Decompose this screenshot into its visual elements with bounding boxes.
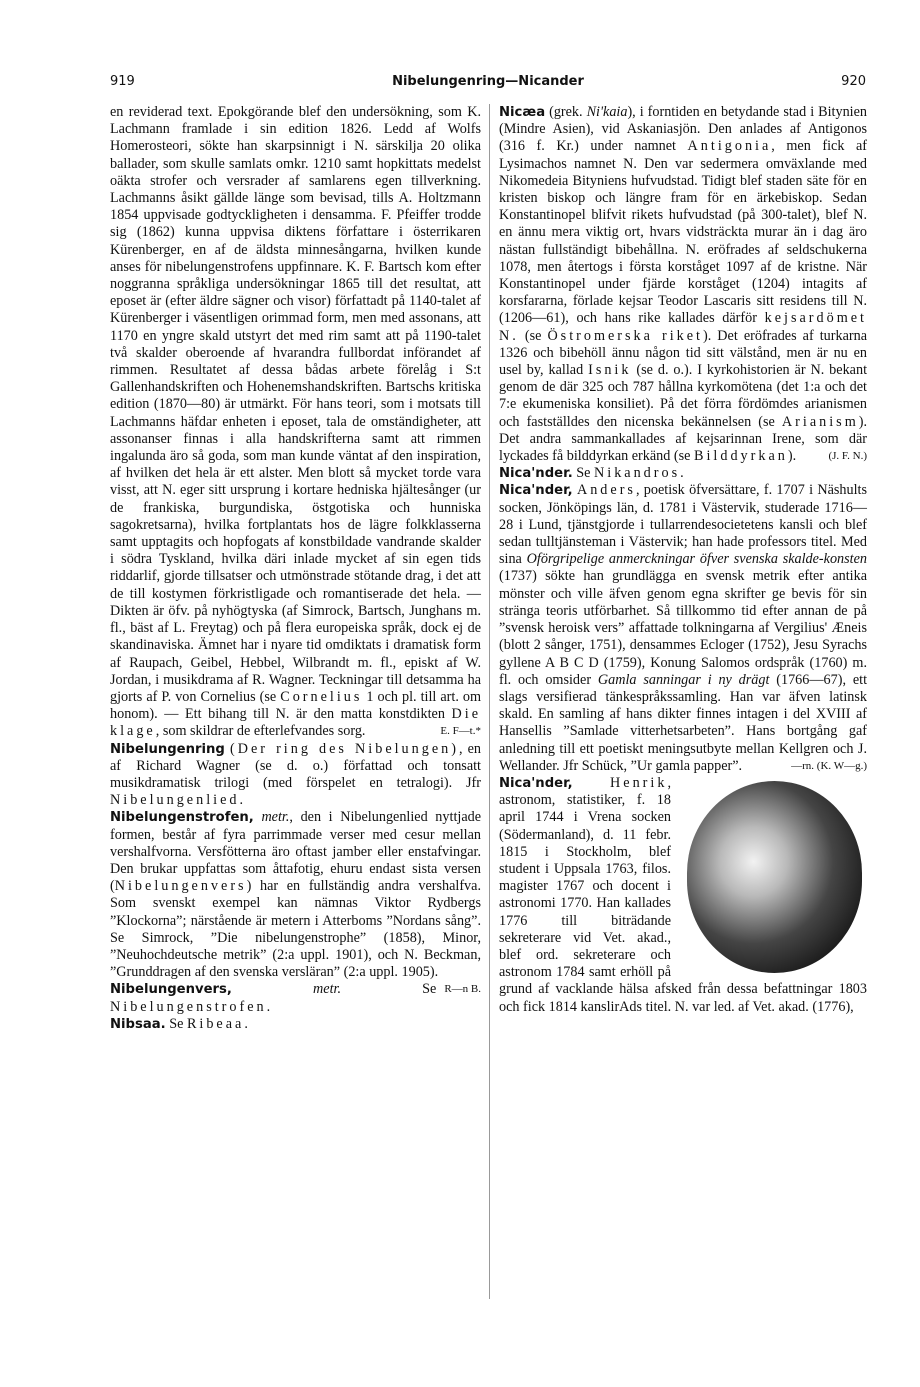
entry-nicander-henrik: Nica'nder, Henrik, astronom, statistiker, f. 18 april 1744 i Vrena socken (Södermanland), d. 11 febr. 1815 i Stockholm, blef student i Uppsala 1763, filos. magister 1767 och docent i astronomi 1770. Han kallades 1776 till biträdande sekreterare vid Vet. akad., blef ord. sekreterare och astronom 1784 samt erhöll på grund af vacklande hälsa afsked från dessa befattningar 1803 och fick 1814 kanslirАds titel. N. var led. af Vet. akad. (1776), (499, 774, 867, 1015)
headword: Nibsaa. (110, 1016, 166, 1032)
cross-ref[interactable]: Nikandros (594, 465, 681, 482)
signature: E. F—t.* (440, 725, 481, 738)
cross-ref[interactable]: Östromerska riket (547, 327, 703, 344)
column-divider (489, 104, 490, 1299)
entry-nicander-anders: Nica'nder, Anders, poetisk öfversättare, f. 1707 i Näshults socken, Jönköpings län, d. 1781 i Västervik, studerade 1716—28 i Lund, tjänstgjorde i tullarrendesocietetens kansli och blef sedan tulltjänsteman i Västervik; han hade professors titel. Med sina Oförgripelige anmerckningar öfver svenska skalde-konsten (1737) sökte han grundlägga en svensk metrik efter antika mönster och ville äfven genom egna skrifter ge bevis för sin stränga teoris utförbarhet. Så tillkommo tid efter annan de på ”svensk heroisk vers” affattade tolkningarna af Vergilius' Æneis (blott 2 sånger, 1751), densammes Ecloger (1752), Jesu Syrachs gyllene A B C D (1759), Konung Salomos ordspråk (1760) m. fl. och omsider Gamla sanningar i ny drägt (1766—67), ett slags versifierad tänkespråkssamling. Han var äfven latinsk skald. En samling af hans dikter finnes intagen i del XVIII af Hansellis ”Samlade vitterhetsarbeten”. Hans bortgång gaf anledning till ett poetiskt meningsutbyte mellan Kellgren och J. Wellander. Jfr Schück, ”Ur gamla papper”. —rn. (K. W—g.) (499, 482, 868, 774)
abbreviation: metr. (261, 809, 290, 826)
spaced-term: Antigonia (687, 138, 772, 155)
cross-ref[interactable]: (Der ring des Nibelungen) (229, 740, 459, 757)
entry-nicander-ref: Nica'nder. Se Nikandros. (499, 465, 684, 482)
signature: —rn. (K. W—g.) (791, 759, 867, 772)
entry-nibelungenring: Nibelungenring (Der ring des Nibelungen), en af Richard Wagner (se d. o.) författad och tonsatt musikdramatisk trilogi (med förspelet en tetralogi). Jfr Nibelungenlied. (110, 740, 481, 809)
signature: R—n B. (444, 983, 481, 996)
headword: Nica'nder, (499, 775, 573, 791)
portrait-figure (679, 781, 867, 977)
right-column (499, 104, 867, 1016)
headword: Nica'nder. (499, 466, 573, 482)
headword: Nicæa (499, 105, 546, 120)
given-name: Henrik (610, 774, 668, 791)
cross-ref[interactable]: Nibelungenlied (110, 792, 240, 809)
headword: Nibelungenstrofen, (110, 810, 254, 826)
headword: Nibelungenring (110, 741, 225, 757)
cross-ref[interactable]: Nibelungenstrofen (110, 998, 267, 1015)
cross-ref[interactable]: Nibelungenvers (114, 878, 247, 895)
cross-ref[interactable]: Die klage (110, 706, 482, 740)
signature: (J. F. N.) (828, 450, 867, 463)
spaced-term: kejsardömet N. (499, 310, 867, 344)
headword: Nica'nder, (499, 483, 573, 499)
cross-ref[interactable]: Bilddyrkan (694, 448, 788, 465)
portrait-image (687, 781, 862, 973)
running-title: Nibelungenring—Nicander (392, 74, 584, 89)
cross-ref[interactable]: Arianism (781, 413, 859, 430)
entry-nicaea: Nicæa (grek. Ni'kaia), i forntiden en betydande stad i Bitynien (Mindre Asien), vid Askaniasjön. Den anlades af Antigonos (316 f. Kr.) under namnet Antigonia, men fick af Lysimachos namnet N. Den var sedermera omväxlande med Nikomedeia Bityniens hufvudstad. Tidigt blef staden säte för en kristen biskop och längre fram för en ärkebiskop. Sedan Konstantinopel blifvit rikets hufvudstad (på 300-talet), blef N. en ännu mera viktig ort, hvars vidsträckta murar än i dag äro nästan fullständigt bibehållna. N. eröfrades af seldschukerna 1078, men återtogs i första korståget 1097 af de kristne. När Konstantinopel under fjärde korståget (1204) intagits af korsfararna, förlade kejsar Teodor Lascaris sitt residens till N. (1206—61), och hans rike kallades därför kejsardömet N. (se Östromerska riket). Det eröfrades af turkarna 1326 och bibehöll ännu någon tid sitt välstånd, men är nu en usel by, kallad Isnik (se d. o.). I kyrkohistorien är N. bekant genom de där 325 och 787 hållna kyrkomötena (det 1:a och det 7:e ekumeniska konsiliet). På det förra fördömdes arianismen och fastställdes den nicenska bekännelsen (se Arianism). Det andra sammankallades af kejsarinnan Irene, som där lyckades få bilddyrkan erkänd (se Bilddyrkan). (J. F. N.) (499, 104, 868, 465)
work-title: Gamla sanningar i ny drägt (597, 671, 770, 688)
page-number-right: 920 (841, 74, 866, 89)
headword: Nibelungenvers, (110, 982, 232, 998)
entry-nibsaa: Nibsaa. Se Ribeaa. (110, 1015, 248, 1032)
entry-nibelungenvers: Nibelungenvers, metr. Se Nibelungenstrofen. (110, 981, 437, 1015)
cross-ref[interactable]: Cornelius (280, 688, 363, 705)
entry-nibelungenstrofen: Nibelungenstrofen, metr., den i Nibelungenlied nyttjade formen, består af fyra parrimmade verser med cesur mellan vershalfvorna. Versfötterna äro oftast jamber eller enstafvingar. Den brukar uppfattas som åttafotig, ehuru endast sista versen (Nibelungenvers) har en fullständig andra vershalfva. Som svenskt exempel kan nämnas Viktor Rydbergs ”Klockorna”; närstående är metern i Atterboms ”Nordans sång”. Se Simrock, ”Die nibelungenstrophe” (1858), Minor, ”Neuhochdeutsche metrik” (2:a uppl. 1901), och N. Beckman, ”Grunddragen af den svenska versläran” (2:a uppl. 1905). R—n B. (110, 809, 481, 981)
page-header (110, 74, 866, 94)
page-number-left: 919 (110, 74, 135, 89)
abbreviation: metr. (313, 981, 342, 998)
entry-nibelungenlied-continuation: en reviderad text. Epokgörande blef den undersökning, som K. Lachmann framlade i sin edition 1826. Ledd af Wolfs Homerosteori, sökte han skarpsinnigt i N. särskilja 20 olika ballader, som skulle samlats omkr. 1210 samt hopkittats medelst oäkta strofer och versrader af samlarens egen tillverkning. Lachmanns åsikt gällde länge som bevisad, tills A. Holtzmann 1854 uppvisade godtyckligheten i densamma. F. Pfeiffer trodde sig (1862) kunna uppvisa diktens författare i österrikaren Kürenberger, en af de äldsta minnesångarna, hvilken kunde anses för nibelungenstrofens uppfinnare. K. F. Bartsch kom efter noggranna språkliga undersökningar 1865 till det resultat, att eposet är (efter äldre sägner och visor) författadt på 1140-talet af Kürenberger i väsentligen orimmad form, men med assonans, att 1170 en yngre skald utstyrt det med rim samt att på 1190-talet två skalder oberoende af hvarandra fullbordat införandet af rimmen. Resultatet af dessa bådas arbete förelåg i S:t Gallenhandskriften och Hohenemshandskriften. Bartschs kritiska edition (1870—80) är utmärkt. För hans teori, som i motsats till Lachmanns häfdar enheten i eposet, tala de omständigheter, att assonanser finnas i alla handskrifterna samt att rimmen ingalunda äro så goda, som man kunde väntat af den inspiration, af hvilken det hela är ett alster. Men blott så mycket torde vara visst, att N. eger sitt ursprung i kortare hedniska hjältesånger (ur de frankiska, burgundiska, östgotiska och hunniska sagokretsarna), hvilka fortplantats hos de lägre folkklasserna samt upptagits och hopfogats af konstbildade vandrande skalder i södra Tyskland, hvilka däri inlade mycket af sin egen tids riddarlif, gjorde tillsatser och utmönstrade stötande drag, i det att de till kostymen förkristligade och romantiserade det hela. — Dikten är öfv. på nyhögtyska (af Simrock, Bartsch, Junghans m. fl., bäst af L. Freytag) och på flera europeiska språk, dock ej de skandinaviska. Ämnet har i nyare tid omdiktats i dramatisk form af Raupach, Geibel, Hebbel, Wilbrandt m. fl., episkt af W. Jordan, i musikdrama af R. Wagner. Teckningar till detsamma ha gjorts af P. von Cornelius (se Cornelius 1 och pl. till art. om honom). — Ett bihang till N. är den matta konstdikten Die klage, som skildrar de efterlefvandes sorg. E. F—t.* (110, 104, 482, 740)
work-title: Oförgripelige anmerckningar öfver svenska skalde-konsten (526, 551, 867, 568)
greek-form: Ni'kaia (586, 104, 628, 120)
given-name: Anders (576, 482, 636, 499)
left-column (110, 104, 481, 1033)
cross-ref[interactable]: Isnik (588, 362, 632, 379)
cross-ref[interactable]: Ribeaa (186, 1015, 245, 1032)
